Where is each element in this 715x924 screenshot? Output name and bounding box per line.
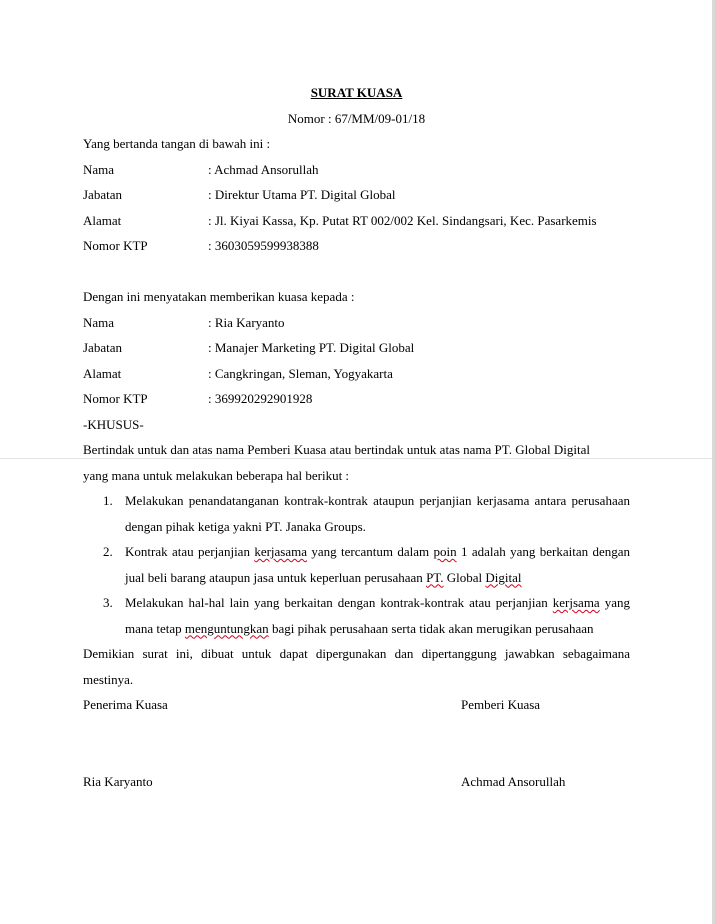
field-value: : Ria Karyanto xyxy=(208,314,285,330)
pemberi-nama-row xyxy=(83,157,630,183)
field-label: Nama xyxy=(83,314,115,330)
list-text: Melakukan hal-hal lain yang berkaitan dengan kontrak-kontrak atau perjanjian kerjsama yang mana tetap menguntungkan bagi pihak perusahaan serta tidak akan merugikan perusahaan xyxy=(125,595,630,636)
signature-space xyxy=(83,718,630,769)
spellcheck-word[interactable]: kerjsama xyxy=(552,595,600,610)
pemberi-alamat-row xyxy=(83,208,630,234)
blank-line xyxy=(83,259,630,285)
intro-text: Yang bertanda tangan di bawah ini : xyxy=(83,136,271,151)
field-value: : Jl. Kiyai Kassa, Kp. Putat RT 002/002 Kel. Sindangsari, Kec. Pasarkemis xyxy=(208,212,597,228)
list-item xyxy=(103,488,630,539)
list-item xyxy=(103,539,630,590)
statement-text: Dengan ini menyatakan memberikan kuasa kepada : xyxy=(83,289,355,304)
list-item xyxy=(103,590,630,641)
document-title: SURAT KUASA xyxy=(310,85,403,100)
field-value: : Manajer Marketing PT. Digital Global xyxy=(208,340,415,355)
authority-list xyxy=(83,488,630,641)
pemberi-kuasa-label: Pemberi Kuasa xyxy=(461,697,541,712)
khusus-heading: -KHUSUS- xyxy=(83,416,144,432)
spellcheck-word[interactable]: Digital xyxy=(485,569,522,585)
yang-mana-text: yang mana untuk melakukan beberapa hal berikut : xyxy=(83,467,350,483)
field-label: Nomor KTP xyxy=(83,391,148,406)
list-text: Melakukan penandatanganan kontrak-kontrak ataupun perjanjian kerjasama antara perusahaan dengan pihak ketiga yakni PT. Janaka Groups. xyxy=(125,493,630,534)
penerima-nama-row xyxy=(83,310,630,336)
spellcheck-word[interactable]: menguntungkan xyxy=(184,620,269,636)
spellcheck-word[interactable]: kerjasama xyxy=(254,544,308,559)
signature-labels-row xyxy=(83,692,630,718)
list-text: Kontrak atau perjanjian kerjasama yang tercantum dalam poin 1 adalah yang berkaitan dengan jual beli barang ataupun jasa untuk keperluan perusahaan PT. Global Digital xyxy=(125,544,630,585)
spellcheck-word[interactable]: poin xyxy=(433,544,457,559)
field-label: Jabatan xyxy=(83,340,122,355)
closing-text: Demikian surat ini, dibuat untuk dapat dipergunakan dan dipertanggung jawabkan sebagaimana mestinya. xyxy=(83,646,630,687)
list-number: 1. xyxy=(103,493,113,508)
document-body[interactable] xyxy=(83,80,630,794)
pemberi-ktp-row xyxy=(83,233,630,259)
field-value: : Cangkringan, Sleman, Yogyakarta xyxy=(208,365,393,381)
penerima-name: Ria Karyanto xyxy=(83,773,153,789)
document-number: Nomor : 67/MM/09-01/18 xyxy=(287,110,426,126)
field-label: Alamat xyxy=(83,212,122,228)
field-value: : Achmad Ansorullah xyxy=(208,161,319,177)
list-number: 3. xyxy=(103,595,113,610)
penerima-alamat-row xyxy=(83,361,630,387)
field-label: Jabatan xyxy=(83,187,122,202)
field-value: : Direktur Utama PT. Digital Global xyxy=(208,187,396,202)
field-label: Nomor KTP xyxy=(83,238,148,253)
field-value: : 3603059599938388 xyxy=(208,238,319,253)
bertindak-text: Bertindak untuk dan atas nama Pemberi Kuasa atau bertindak untuk atas nama PT. Global Digital xyxy=(83,442,590,457)
list-number: 2. xyxy=(103,544,113,559)
penerima-ktp-row xyxy=(83,386,630,412)
field-value: : 369920292901928 xyxy=(208,391,313,406)
field-label: Alamat xyxy=(83,365,122,381)
pemberi-jabatan-row xyxy=(83,182,630,208)
signature-names-row xyxy=(83,769,630,795)
pemberi-name: Achmad Ansorullah xyxy=(461,773,566,789)
field-label: Nama xyxy=(83,161,115,177)
spellcheck-word[interactable]: PT. xyxy=(426,569,444,585)
penerima-kuasa-label: Penerima Kuasa xyxy=(83,697,168,712)
penerima-jabatan-row xyxy=(83,335,630,361)
